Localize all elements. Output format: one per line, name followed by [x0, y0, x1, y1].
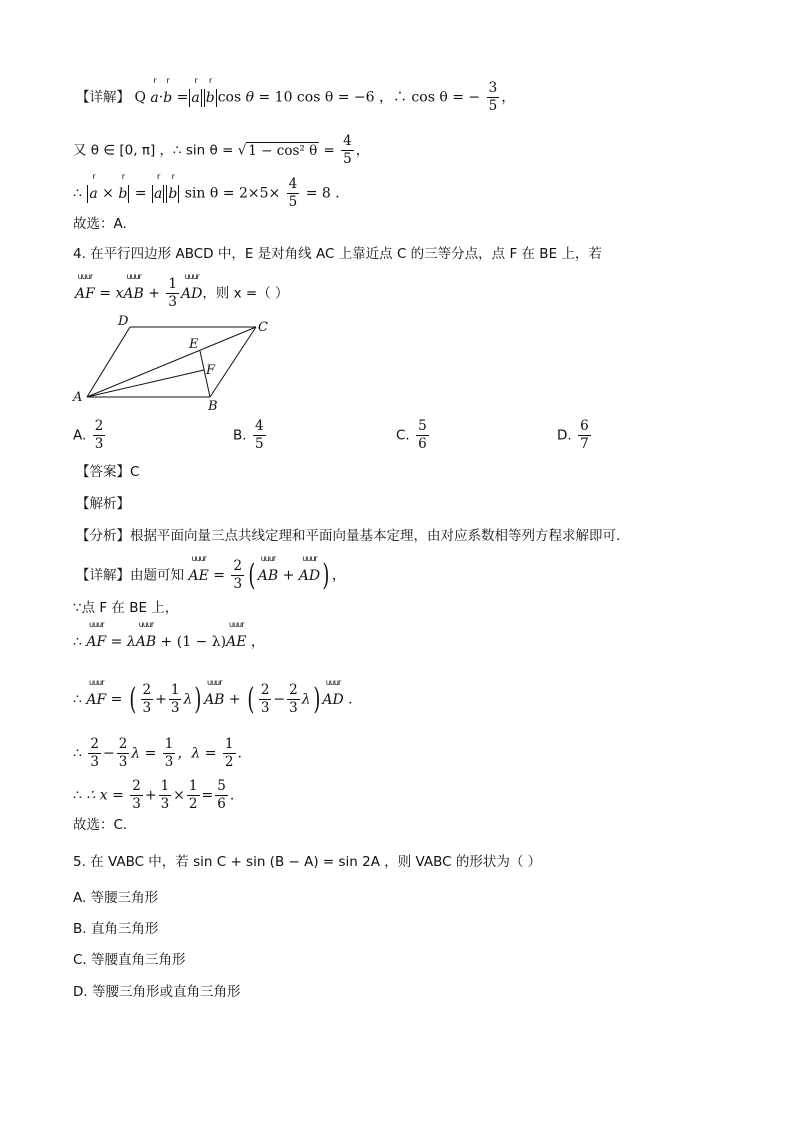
q4-step5: ∴ ∴ x = $\frac{2}{3}$ + $\frac{1}{3}$ × $\frac{1}{2}$ = $\frac{5}{6}$ . [73, 778, 235, 812]
label-f: F [206, 363, 216, 378]
label-b: B [208, 399, 218, 412]
q3-cross-product-line: ∴ r a × r b = r a r b sin θ = 2×5× $\frac{4}{5}$ = 8 . [73, 171, 340, 210]
side-da [87, 327, 130, 397]
fraction-4-5-b: $\frac{4}{5}$ [288, 176, 298, 210]
sqrt-expression: 1 − cos² θ [248, 142, 318, 159]
q4-condition: uuur AF = x uuur AB + $\frac{1}{3}$ uuur AD，则 x =（ ） [75, 271, 289, 310]
q3-line1-equation: = 10 cos θ = −6 ，∴ cos θ = − [258, 89, 481, 106]
q5-option-d: D. 等腰三角形或直角三角形 [73, 984, 241, 1000]
q5-option-c: C. 等腰直角三角形 [73, 952, 186, 968]
detail-label: 【详解】 [76, 89, 130, 106]
label-a: A [73, 390, 83, 405]
q4-stem: 4. 在平行四边形 ABCD 中，E 是对角线 AC 上靠近点 C 的三等分点，点 F 在 BE 上，若 [73, 246, 602, 262]
q5-stem: 5. 在 VABC 中，若 sin C + sin (B − A) = sin 2A ，则 VABC 的形状为（ ） [73, 854, 542, 870]
q4-answer-label: 【答案】C [76, 464, 140, 480]
q3-theta-line: 又 θ ∈ [0, π] ，∴ sin θ = √ 1 − cos² θ = $\frac{4}{5}$ ， [73, 133, 370, 167]
vector-a: r a [150, 75, 159, 106]
fraction-3-5: $\frac{3}{5}$ [488, 80, 498, 114]
q5-option-a: A. 等腰三角形 [73, 890, 159, 906]
label-d: D [118, 314, 129, 329]
label-e: E [189, 337, 199, 352]
fraction-1-3: $\frac{1}{3}$ [168, 276, 178, 310]
q4-option-a: A. $\frac{2}{3}$ [73, 418, 104, 452]
q3-answer: 故选：A. [73, 216, 127, 232]
q5-option-b: B. 直角三角形 [73, 921, 159, 937]
q4-step2: ∴ uuur AF = λ uuur AB + (1 − λ) uuur AE ， [73, 620, 265, 650]
q4-option-c: C. $\frac{5}{6}$ [396, 418, 427, 452]
q4-option-d: D. $\frac{6}{7}$ [557, 418, 589, 452]
fraction-4-5: $\frac{4}{5}$ [343, 133, 352, 167]
q3-detail-line: 【详解】 Q r a· r b = r a r b cos θ = 10 cos θ = −6 ，∴ cos θ = − $\frac{3}{5}$ ， [76, 75, 516, 114]
q4-because-line: ∵点 F 在 BE 上， [73, 600, 179, 616]
q4-analysis-label: 【解析】 [76, 496, 130, 512]
q4-step4: ∴ $\frac{2}{3}$ − $\frac{2}{3}$ λ = $\frac{1}{3}$ ，λ = $\frac{1}{2}$ . [73, 736, 242, 770]
q4-answer: 故选：C. [73, 817, 128, 833]
parallelogram-figure [70, 312, 270, 412]
diagonal-ac [87, 327, 256, 397]
q4-step3: ∴ uuur AF = ( $\frac{2}{3}$ + $\frac{1}{3}$ λ) uuur AB + ( $\frac{2}{3}$ − $\frac{2}{3}$ λ) uuur AD . [73, 677, 353, 717]
glyph-q: Q [134, 89, 146, 106]
vector-b: r b [163, 75, 173, 106]
segment-af [87, 370, 204, 397]
q4-analysis-text: 【分析】根据平面向量三点共线定理和平面向量基本定理，由对应系数相等列方程求解即可. [76, 528, 621, 544]
q4-detail-line: 【详解】由题可知 uuur AE = $\frac{2}{3}$ ( uuur AB + uuur AD) ， [76, 553, 346, 593]
side-bc [210, 327, 256, 397]
label-c: C [258, 320, 268, 335]
q4-option-b: B. $\frac{4}{5}$ [233, 418, 264, 452]
